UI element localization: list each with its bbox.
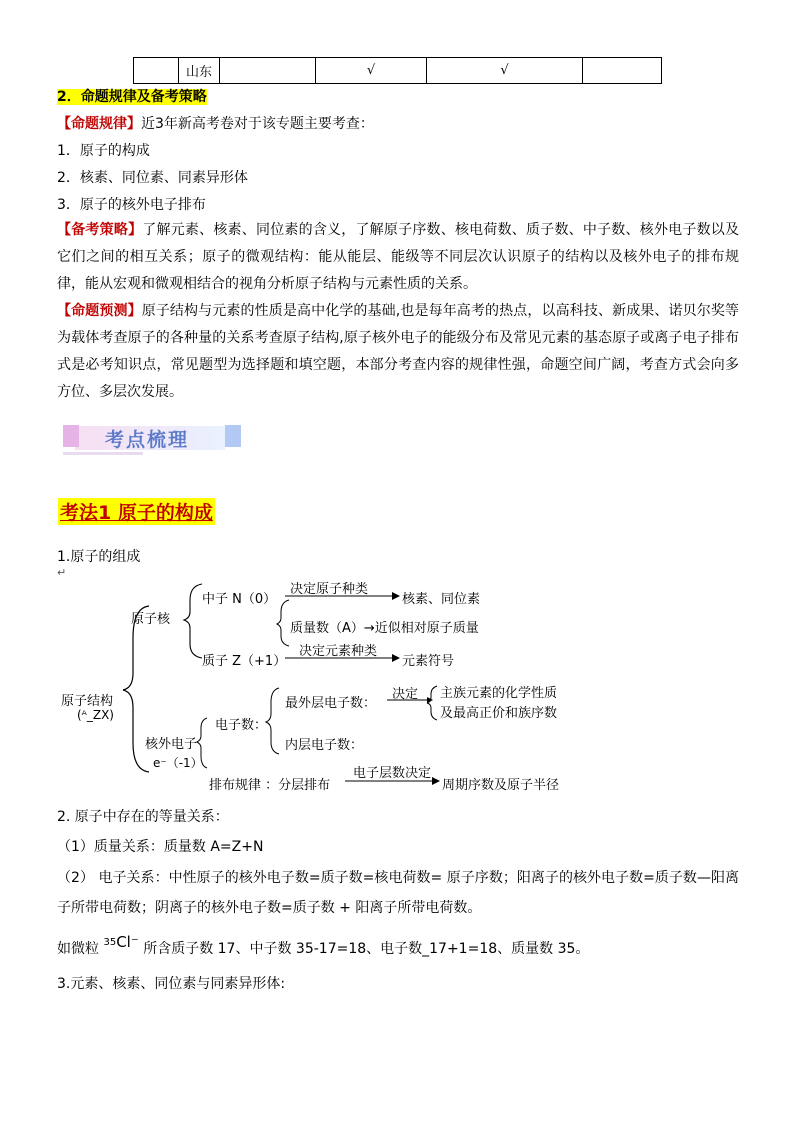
subsection-title: 2. 原子中存在的等量关系： [57,809,229,825]
table-row [134,58,662,84]
table-cell [220,58,316,84]
strategy-tag: 【备考策略】 [57,222,143,238]
neutron-label: 中子 N（0） [202,592,277,607]
rule-line [57,113,374,133]
table-cell-province: 山东 [179,58,220,84]
nuclide-label: 核素、同位素 [402,592,481,607]
main-group-label: 主族元素的化学性质 [440,686,558,701]
decide-element-label: 决定元素种类 [299,644,378,659]
shell-decide-label: 电子层数决定 [353,766,432,781]
strategy-paragraph [57,217,739,298]
prediction-paragraph [57,298,739,406]
banner-title: 考点梳理 [105,429,190,451]
proton-label: 质子 Z（+1） [202,654,287,669]
section-heading [57,86,207,106]
section-heading-text: 2．命题规律及备考策略 [57,89,207,105]
nucleus-label: 原子核 [131,612,171,627]
electron-charge-label: e⁻（-1） [153,756,203,770]
example-symbol: Cl⁻ [116,933,139,951]
arrangement-label: 排布规律 ：分层排布 [209,778,331,793]
list-item: 1．原子的构成 [57,143,150,159]
electron-count-label: 电子数： [215,718,268,733]
banner-decor-left [63,425,79,447]
example-text: 所含质子数 17、中子数 35-17=18、电子数_17+1=18、质量数 35。 [138,941,590,957]
element-symbol-label: 元素符号 [402,654,455,669]
mass-number-label: 质量数（A）→近似相对原子质量 [290,621,479,636]
electron-relation: （2） 电子关系：中性原子的核外电子数=质子数=核电荷数= 原子序数；阳离子的核外电子数=质子数—阳离子所带电荷数；阴离子的核外电子数=质子数 + 阳离子所带电荷数。 [57,870,739,916]
list-item: 3．原子的核外电子排布 [57,197,206,213]
example-mass-number: 35 [103,937,117,948]
prediction-text: 原子结构与元素的性质是高中化学的基础,也是每年高考的热点，以高科技、新成果、诺贝尔奖等为载体考查原子的各种量的关系考查原子结构,原子核外电子的能级分布及常见元素的基态原子或离子电子排布式是必考知识点，常见题型为选择题和填空题，本部分考查内容的规律性强，命题空间广阔，考查方式会向多方位、多层次发展。 [57,303,740,400]
example-prefix: 如微粒 [57,941,99,957]
table-cell [134,58,179,84]
atom-structure-label: 原子结构 [61,694,114,709]
section-banner [63,422,241,454]
rule-text: 近3年新高考卷对于该专题主要考查： [141,116,374,132]
prediction-tag: 【命题预测】 [57,303,142,319]
extranuclear-label: 核外电子 [145,737,198,752]
table-cell-check: √ [316,58,427,84]
banner-underline [63,452,143,455]
mass-relation: （1）质量关系：质量数 A=Z+N [57,839,264,855]
return-mark: ↵ [57,566,67,579]
atom-notation: (ᴬ_ZX) [77,708,114,722]
subsection-title: 3.元素、核素、同位素与同素异形体: [57,976,286,992]
inner-electrons-label: 内层电子数： [285,738,364,753]
subsection-title: 1.原子的组成 [57,549,141,565]
method-heading: 考法1 原子的构成 [58,498,215,525]
table-cell [583,58,662,84]
atom-structure-diagram [57,578,617,793]
banner-decor-right [225,425,241,447]
list-item: 2．核素、同位素、同素异形体 [57,170,248,186]
valence-label: 及最高正价和族序数 [440,706,558,721]
decide-type-label: 决定原子种类 [290,582,369,597]
decide-label: 决定 [392,687,419,702]
example-line [57,933,590,958]
strategy-text: 了解元素、核素、同位素的含义，了解原子序数、核电荷数、质子数、中子数、核外电子数以及它们之间的相互关系；原子的微观结构：能从能层、能级等不同层次认识原子的结构以及核外电子的排布规律，能从宏观和微观相结合的视角分析原子结构与元素性质的关系。 [57,222,740,292]
outer-electrons-label: 最外层电子数： [285,696,377,711]
rule-tag: 【命题规律】 [57,116,141,132]
exam-table [133,57,662,84]
period-label: 周期序数及原子半径 [442,778,560,793]
table-cell-check: √ [427,58,583,84]
